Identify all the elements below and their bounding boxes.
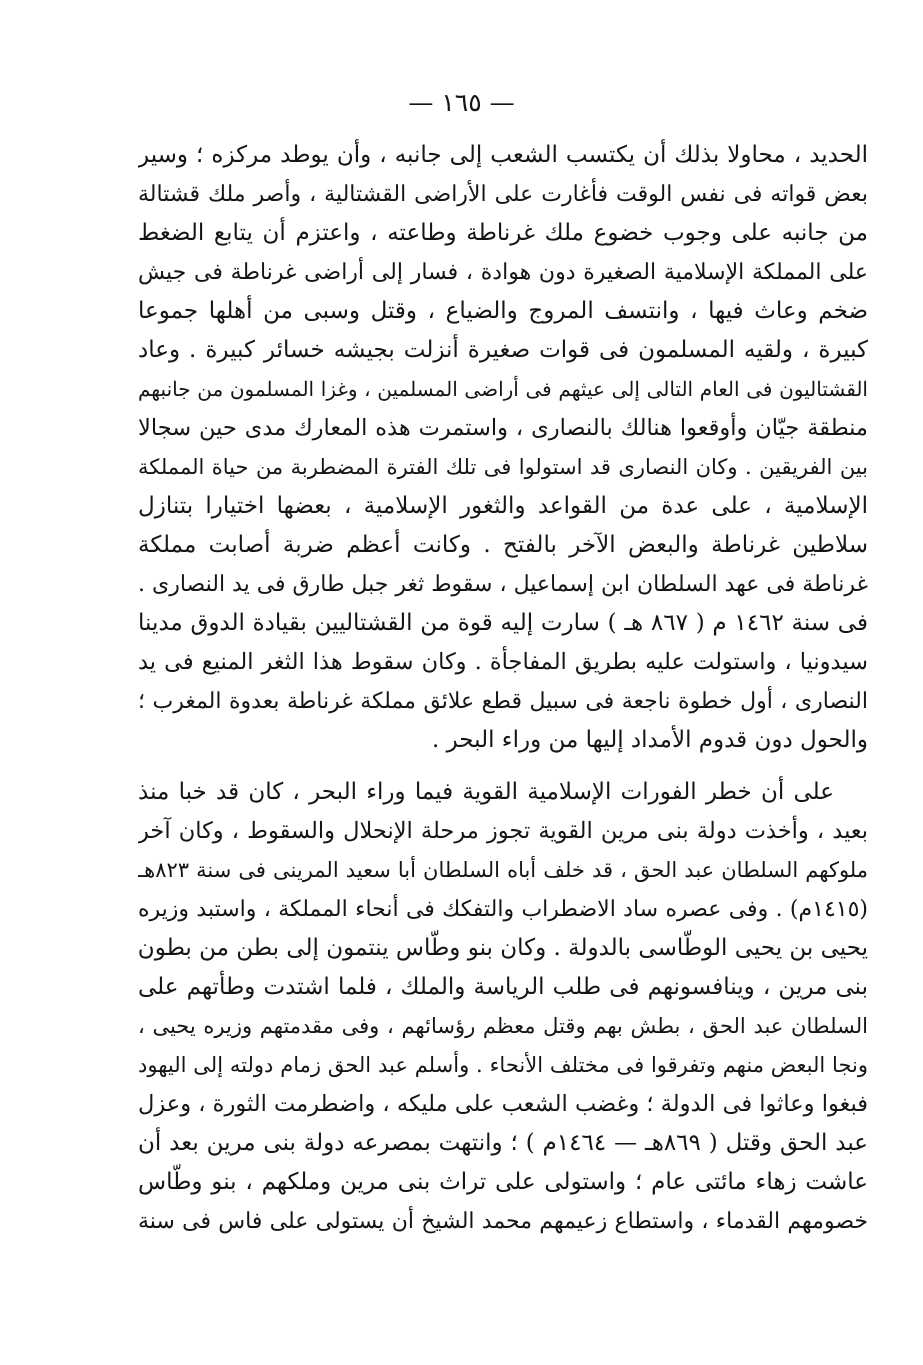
text-line: كبيرة ، ولقيه المسلمون فى قوات صغيرة أنزلت بجيشه خسائر كبيرة . وعاد bbox=[138, 337, 868, 363]
text-line: منطقة جيّان وأوقعوا هنالك بالنصارى ، واستمرت هذه المعارك مدى حين سجالا bbox=[138, 415, 868, 441]
text-line: القشتاليون فى العام التالى إلى عيثهم فى أراضى المسلمين ، وغزا المسلمون من جانبهم bbox=[138, 377, 868, 401]
text-line: على المملكة الإسلامية الصغيرة دون هوادة ، فسار إلى أراضى غرناطة فى جيش bbox=[138, 260, 868, 285]
body-text bbox=[138, 136, 868, 1241]
text-line: خصومهم القدماء ، واستطاع زعيمهم محمد الشيخ أن يستولى على فاس فى سنة bbox=[138, 1209, 868, 1234]
text-line: بعض قواته فى نفس الوقت فأغارت على الأراضى القشتالية ، وأصر ملك قشتالة bbox=[138, 182, 868, 207]
text-line: سلاطين غرناطة والبعض الآخر بالفتح . وكانت أعظم ضربة أصابت مملكة bbox=[138, 532, 868, 558]
text-line: بين الفريقين . وكان النصارى قد استولوا فى تلك الفترة المضطربة من حياة المملكة bbox=[138, 455, 868, 479]
text-line: الحديد ، محاولا بذلك أن يكتسب الشعب إلى جانبه ، وأن يوطد مركزه ؛ وسير bbox=[138, 142, 868, 168]
text-line: من جانبه على وجوب خضوع ملك غرناطة وطاعته ، واعتزم أن يتابع الضغط bbox=[138, 220, 868, 246]
text-line: فبغوا وعاثوا فى الدولة ؛ وغضب الشعب على مليكه ، واضطرمت الثورة ، وعزل bbox=[138, 1091, 868, 1117]
text-line: ملوكهم السلطان عبد الحق ، قد خلف أباه السلطان أبا سعيد المرينى فى سنة ٨٢٣هـ bbox=[138, 858, 868, 882]
text-line: الإسلامية ، على عدة من القواعد والثغور الإسلامية ، بعضها اختيارا بتنازل bbox=[138, 493, 868, 519]
text-line: يحيى بن يحيى الوطّاسى بالدولة . وكان بنو وطّاس ينتمون إلى بطن من بطون bbox=[138, 935, 868, 961]
text-line: بعيد ، وأخذت دولة بنى مرين القوية تجوز مرحلة الإنحلال والسقوط ، وكان آخر bbox=[138, 818, 868, 844]
text-line: عاشت زهاء مائتى عام ؛ واستولى على تراث بنى مرين وملكهم ، بنو وطّاس bbox=[138, 1169, 868, 1195]
text-line: غرناطة فى عهد السلطان ابن إسماعيل ، سقوط ثغر جبل طارق فى يد النصارى . bbox=[138, 572, 868, 597]
text-line: ونجا البعض منهم وتفرقوا فى مختلف الأنحاء . وأسلم عبد الحق زمام دولته إلى اليهود bbox=[138, 1053, 868, 1077]
text-line: فى سنة ١٤٦٢ م ( ٨٦٧ هـ ) سارت إليه قوة من القشتاليين بقيادة الدوق مدينا bbox=[138, 610, 868, 636]
text-line: عبد الحق وقتل ( ٨٦٩هـ — ١٤٦٤م ) ؛ وانتهت بمصرعه دولة بنى مرين بعد أن bbox=[138, 1130, 868, 1156]
paragraph bbox=[138, 136, 868, 760]
text-line: سيدونيا ، واستولت عليه بطريق المفاجأة . وكان سقوط هذا الثغر المنيع فى يد bbox=[138, 649, 868, 675]
text-line: النصارى ، أول خطوة ناجعة فى سبيل قطع علائق مملكة غرناطة بعدوة المغرب ؛ bbox=[138, 689, 868, 714]
text-line: ضخم وعاث فيها ، وانتسف المروج والضياع ، وقتل وسبى من أهلها جموعا bbox=[138, 298, 868, 324]
text-line: السلطان عبد الحق ، بطش بهم وقتل معظم رؤسائهم ، وفى مقدمتهم وزيره يحيى ، bbox=[138, 1014, 868, 1038]
page-number: — ١٦٥ — bbox=[408, 88, 515, 117]
text-line: (١٤١٥م) . وفى عصره ساد الاضطراب والتفكك فى أنحاء المملكة ، واستبد وزيره bbox=[138, 897, 868, 922]
text-line: بنى مرين ، وينافسونهم فى طلب الرياسة والملك ، فلما اشتدت وطأتهم على bbox=[138, 974, 868, 1000]
paragraph-gap bbox=[138, 760, 868, 773]
paragraph bbox=[138, 773, 868, 1241]
text-line: على أن خطر الفورات الإسلامية القوية فيما وراء البحر ، كان قد خبا منذ bbox=[138, 779, 834, 805]
text-line: والحول دون قدوم الأمداد إليها من وراء البحر . bbox=[431, 727, 868, 753]
